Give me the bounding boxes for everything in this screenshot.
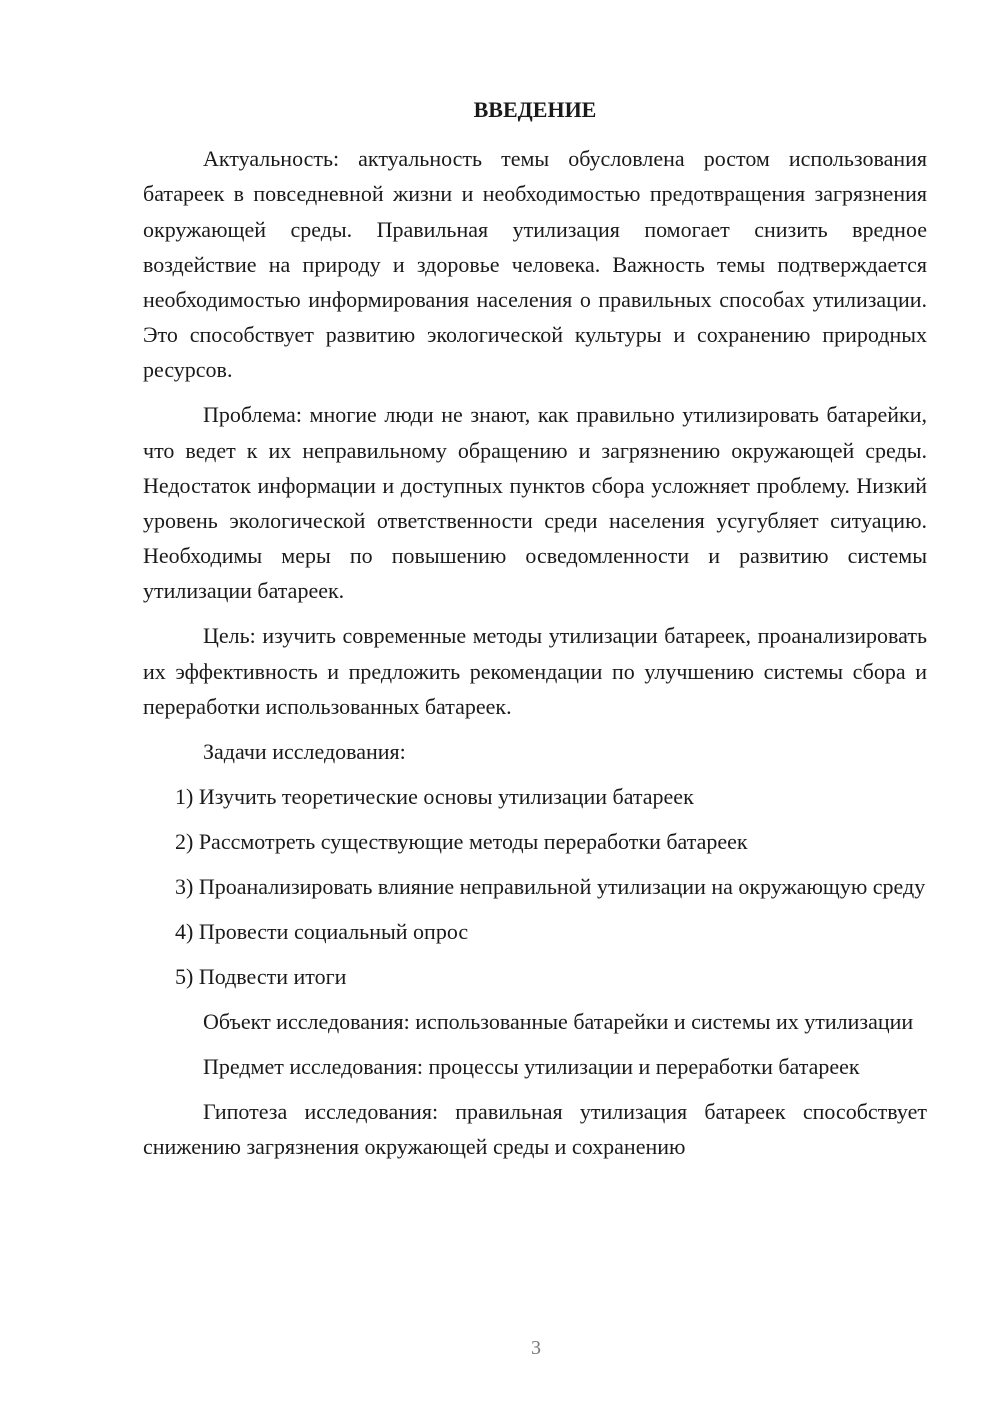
paragraph-hypothesis: Гипотеза исследования: правильная утилизация батареек способствует снижению загрязнения окружающей среды и сохранению (143, 1098, 927, 1160)
paragraph-problem: Проблема: многие люди не знают, как правильно утилизировать батарейки, что ведет к их неправильному обращению и загрязнению окружающей среды. Недостаток информации и доступных пунктов сбора усложняет проблему. Низкий уровень экологической ответственности среди населения усугубляет ситуацию. Необходимы меры по повышению осведомленности и развитию системы утилизации батареек. (143, 402, 927, 604)
tasks-heading: Задачи исследования: (203, 738, 406, 764)
paragraph-actuality: Актуальность: актуальность темы обусловлена ростом использования батареек в повседневной жизни и необходимостью предотвращения загрязнения окружающей среды. Правильная утилизация помогает снизить вредное воздействие на природу и здоровье человека. Важность темы подтверждается необходимостью информирования населения о правильных способах утилизации. Это способствует развитию экологической культуры и сохранению природных ресурсов. (143, 146, 927, 383)
paragraph-object: Объект исследования: использованные батарейки и системы их утилизации (203, 1008, 914, 1034)
page-title (143, 92, 927, 127)
paragraph-subject: Предмет исследования: процессы утилизации и переработки батареек (203, 1053, 860, 1079)
page-content (143, 92, 927, 1164)
task-item-5: 5) Подвести итоги (175, 963, 347, 989)
page-number: 3 (531, 1337, 541, 1359)
page-title-text: ВВЕДЕНИЕ (473, 97, 597, 122)
task-item-2: 2) Рассмотреть существующие методы переработки батареек (175, 828, 748, 854)
task-item-1: 1) Изучить теоретические основы утилизации батареек (175, 783, 694, 809)
task-item-4: 4) Провести социальный опрос (175, 918, 469, 944)
task-item-3: 3) Проанализировать влияние неправильной утилизации на окружающую среду (175, 873, 926, 899)
paragraph-goal: Цель: изучить современные методы утилизации батареек, проанализировать их эффективность и предложить рекомендации по улучшению системы сбора и переработки использованных батареек. (143, 623, 927, 719)
